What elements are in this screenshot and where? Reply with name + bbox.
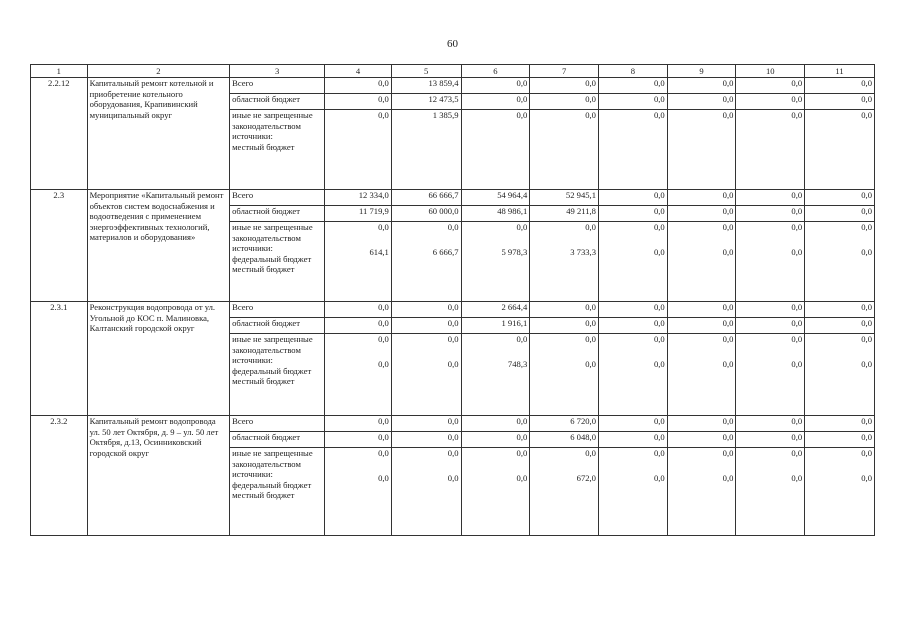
value-cell: 6 048,0 xyxy=(530,432,599,448)
federal-value: 0,0 xyxy=(653,222,665,232)
value-cell: 0,0 xyxy=(667,302,736,318)
page-number: 60 xyxy=(447,38,458,50)
value-cell xyxy=(667,222,736,302)
value-cell xyxy=(736,448,805,536)
local-value: 0,0 xyxy=(378,110,389,120)
value-cell: 0,0 xyxy=(325,302,392,318)
value-cell xyxy=(598,222,667,302)
value-cell: 0,0 xyxy=(805,318,875,334)
local-budget-label: местный бюджет xyxy=(232,264,295,274)
federal-value: 0,0 xyxy=(447,448,459,458)
value-cell xyxy=(530,110,599,190)
value-cell: 0,0 xyxy=(598,78,667,94)
source-label-regional: областной бюджет xyxy=(230,206,325,222)
local-value: 614,1 xyxy=(369,246,389,257)
value-cell: 13 859,4 xyxy=(391,78,461,94)
other-sources-label: иные не запрещенные законодательством источники: xyxy=(232,334,313,365)
value-cell xyxy=(391,110,461,190)
header-cell: 6 xyxy=(461,65,530,78)
value-cell: 0,0 xyxy=(598,94,667,110)
local-value: 0,0 xyxy=(861,246,872,257)
federal-value: 0,0 xyxy=(585,334,596,344)
value-cell: 0,0 xyxy=(805,78,875,94)
column-number-row xyxy=(31,65,875,78)
local-value: 0,0 xyxy=(722,246,734,257)
header-cell: 5 xyxy=(391,65,461,78)
local-value: 5 978,3 xyxy=(501,246,528,257)
value-cell: 0,0 xyxy=(736,416,805,432)
value-cell: 0,0 xyxy=(805,206,875,222)
value-cell: 0,0 xyxy=(667,78,736,94)
value-cell: 0,0 xyxy=(530,94,599,110)
value-cell xyxy=(598,110,667,190)
value-cell: 0,0 xyxy=(325,318,392,334)
measure-code: 2.3 xyxy=(31,190,88,302)
local-value: 0,0 xyxy=(653,110,665,120)
federal-value: 0,0 xyxy=(378,334,389,344)
local-value: 0,0 xyxy=(585,358,596,369)
local-value: 0,0 xyxy=(722,358,734,369)
local-value: 0,0 xyxy=(791,358,803,369)
value-cell xyxy=(461,222,530,302)
value-cell: 0,0 xyxy=(461,78,530,94)
local-value: 0,0 xyxy=(653,472,665,483)
value-cell: 0,0 xyxy=(598,432,667,448)
value-cell xyxy=(667,110,736,190)
source-label-total: Всего xyxy=(230,302,325,318)
local-value: 748,3 xyxy=(507,358,528,369)
local-value: 0,0 xyxy=(653,246,665,257)
local-budget-label: местный бюджет xyxy=(232,141,295,152)
value-cell: 0,0 xyxy=(598,318,667,334)
value-cell: 0,0 xyxy=(461,432,530,448)
header-cell: 9 xyxy=(667,65,736,78)
federal-value: 0,0 xyxy=(861,448,872,458)
local-value: 6 666,7 xyxy=(432,246,459,257)
value-cell xyxy=(667,334,736,416)
value-cell: 0,0 xyxy=(805,432,875,448)
local-value: 0,0 xyxy=(861,472,872,483)
value-cell: 0,0 xyxy=(391,416,461,432)
value-cell: 0,0 xyxy=(598,416,667,432)
value-cell: 0,0 xyxy=(325,94,392,110)
value-cell: 0,0 xyxy=(530,318,599,334)
federal-value: 0,0 xyxy=(516,222,528,232)
value-cell xyxy=(805,334,875,416)
value-cell: 0,0 xyxy=(325,78,392,94)
value-cell xyxy=(805,110,875,190)
federal-value: 0,0 xyxy=(791,334,803,344)
local-value: 0,0 xyxy=(516,110,528,120)
value-cell: 0,0 xyxy=(667,432,736,448)
value-cell: 54 964,4 xyxy=(461,190,530,206)
value-cell: 11 719,9 xyxy=(325,206,392,222)
source-label-other xyxy=(230,334,325,416)
budget-table xyxy=(30,64,875,536)
value-cell: 0,0 xyxy=(461,416,530,432)
value-cell xyxy=(667,448,736,536)
federal-value: 0,0 xyxy=(447,334,459,344)
federal-value: 0,0 xyxy=(791,222,803,232)
value-cell xyxy=(461,448,530,536)
local-value: 0,0 xyxy=(722,472,734,483)
federal-value: 0,0 xyxy=(378,448,389,458)
measure-title: Капитальный ремонт водопровода ул. 50 лет Октября, д. 9 – ул. 50 лет Октября, д.13, Осинниковский городской округ xyxy=(87,416,230,536)
measure-title: Мероприятие «Капитальный ремонт объектов систем водоснабжения и водоотведения с применением энергоэффективных технологий, материалов и оборудования» xyxy=(87,190,230,302)
federal-budget-label: федеральный бюджет xyxy=(232,253,312,264)
value-cell: 1 916,1 xyxy=(461,318,530,334)
local-value: 3 733,3 xyxy=(570,246,596,257)
value-cell: 52 945,1 xyxy=(530,190,599,206)
value-cell xyxy=(598,334,667,416)
value-cell: 49 211,8 xyxy=(530,206,599,222)
value-cell: 0,0 xyxy=(805,302,875,318)
header-cell: 3 xyxy=(230,65,325,78)
local-value: 0,0 xyxy=(722,110,734,120)
value-cell: 0,0 xyxy=(325,432,392,448)
value-cell: 0,0 xyxy=(667,206,736,222)
local-value: 0,0 xyxy=(378,358,389,369)
federal-value: 0,0 xyxy=(378,222,389,232)
header-cell: 1 xyxy=(31,65,88,78)
value-cell xyxy=(736,110,805,190)
federal-value: 0,0 xyxy=(861,222,872,232)
table-row xyxy=(31,416,875,432)
value-cell: 0,0 xyxy=(391,318,461,334)
table-row xyxy=(31,190,875,206)
other-sources-label: иные не запрещенные законодательством источники: xyxy=(232,222,313,253)
header-cell: 8 xyxy=(598,65,667,78)
local-value: 0,0 xyxy=(447,472,459,483)
source-label-regional: областной бюджет xyxy=(230,94,325,110)
federal-budget-label: федеральный бюджет xyxy=(232,365,312,376)
value-cell: 48 986,1 xyxy=(461,206,530,222)
local-value: 0,0 xyxy=(516,472,528,483)
value-cell: 0,0 xyxy=(736,190,805,206)
other-sources-label: иные не запрещенные законодательством источники: xyxy=(232,448,313,479)
measure-title: Реконструкция водопровода от ул. Угольной до КОС п. Малиновка, Калтанский городской округ xyxy=(87,302,230,416)
local-value: 1 385,9 xyxy=(432,110,459,120)
value-cell: 60 000,0 xyxy=(391,206,461,222)
local-budget-label: местный бюджет xyxy=(232,376,295,386)
source-label-total: Всего xyxy=(230,416,325,432)
value-cell xyxy=(736,222,805,302)
value-cell: 0,0 xyxy=(391,302,461,318)
value-cell: 0,0 xyxy=(667,94,736,110)
value-cell xyxy=(391,334,461,416)
other-sources-label: иные не запрещенные законодательством источники: xyxy=(232,110,313,141)
value-cell: 12 473,5 xyxy=(391,94,461,110)
local-value: 0,0 xyxy=(791,246,803,257)
federal-value: 0,0 xyxy=(516,448,528,458)
local-value: 0,0 xyxy=(585,110,596,120)
value-cell xyxy=(805,222,875,302)
measure-code: 2.3.2 xyxy=(31,416,88,536)
value-cell: 0,0 xyxy=(461,94,530,110)
value-cell xyxy=(461,334,530,416)
header-cell: 11 xyxy=(805,65,875,78)
local-value: 0,0 xyxy=(861,358,872,369)
measure-code: 2.2.12 xyxy=(31,78,88,190)
value-cell: 0,0 xyxy=(736,318,805,334)
value-cell: 0,0 xyxy=(667,416,736,432)
source-label-other xyxy=(230,448,325,536)
federal-value: 0,0 xyxy=(722,222,734,232)
value-cell xyxy=(530,448,599,536)
value-cell xyxy=(391,448,461,536)
local-value: 0,0 xyxy=(378,472,389,483)
header-cell: 7 xyxy=(530,65,599,78)
value-cell: 0,0 xyxy=(598,206,667,222)
table-row xyxy=(31,78,875,94)
value-cell: 0,0 xyxy=(805,94,875,110)
federal-value: 0,0 xyxy=(653,334,665,344)
value-cell: 0,0 xyxy=(736,94,805,110)
value-cell: 0,0 xyxy=(598,190,667,206)
federal-value: 0,0 xyxy=(585,448,596,458)
value-cell xyxy=(530,334,599,416)
value-cell xyxy=(736,334,805,416)
federal-budget-label: федеральный бюджет xyxy=(232,479,312,490)
source-label-regional: областной бюджет xyxy=(230,432,325,448)
value-cell: 0,0 xyxy=(530,302,599,318)
local-value: 0,0 xyxy=(447,358,459,369)
value-cell xyxy=(325,222,392,302)
federal-value: 0,0 xyxy=(447,222,459,232)
value-cell xyxy=(805,448,875,536)
value-cell: 0,0 xyxy=(391,432,461,448)
value-cell: 0,0 xyxy=(530,78,599,94)
federal-value: 0,0 xyxy=(791,448,803,458)
federal-value: 0,0 xyxy=(516,334,528,344)
value-cell: 0,0 xyxy=(667,190,736,206)
local-value: 0,0 xyxy=(791,472,803,483)
header-cell: 2 xyxy=(87,65,230,78)
value-cell: 0,0 xyxy=(736,432,805,448)
source-label-total: Всего xyxy=(230,78,325,94)
source-label-other xyxy=(230,110,325,190)
value-cell: 12 334,0 xyxy=(325,190,392,206)
measure-title: Капитальный ремонт котельной и приобретение котельного оборудования, Крапивинский муниципальный округ xyxy=(87,78,230,190)
local-value: 672,0 xyxy=(576,472,596,483)
local-value: 0,0 xyxy=(791,110,803,120)
value-cell: 0,0 xyxy=(805,190,875,206)
value-cell xyxy=(325,110,392,190)
value-cell xyxy=(325,334,392,416)
value-cell: 0,0 xyxy=(736,78,805,94)
table-row xyxy=(31,302,875,318)
local-value: 0,0 xyxy=(653,358,665,369)
value-cell: 0,0 xyxy=(736,206,805,222)
federal-value: 0,0 xyxy=(861,334,872,344)
header-cell: 4 xyxy=(325,65,392,78)
source-label-regional: областной бюджет xyxy=(230,318,325,334)
federal-value: 0,0 xyxy=(722,334,734,344)
source-label-other xyxy=(230,222,325,302)
value-cell: 66 666,7 xyxy=(391,190,461,206)
source-label-total: Всего xyxy=(230,190,325,206)
value-cell xyxy=(325,448,392,536)
federal-value: 0,0 xyxy=(585,222,596,232)
local-budget-label: местный бюджет xyxy=(232,490,295,500)
federal-value: 0,0 xyxy=(722,448,734,458)
value-cell: 6 720,0 xyxy=(530,416,599,432)
value-cell: 0,0 xyxy=(325,416,392,432)
value-cell xyxy=(530,222,599,302)
local-value: 0,0 xyxy=(861,110,872,120)
federal-value: 0,0 xyxy=(653,448,665,458)
header-cell: 10 xyxy=(736,65,805,78)
value-cell xyxy=(391,222,461,302)
value-cell: 0,0 xyxy=(805,416,875,432)
value-cell: 0,0 xyxy=(736,302,805,318)
value-cell xyxy=(461,110,530,190)
value-cell: 2 664,4 xyxy=(461,302,530,318)
measure-code: 2.3.1 xyxy=(31,302,88,416)
value-cell xyxy=(598,448,667,536)
value-cell: 0,0 xyxy=(598,302,667,318)
value-cell: 0,0 xyxy=(667,318,736,334)
